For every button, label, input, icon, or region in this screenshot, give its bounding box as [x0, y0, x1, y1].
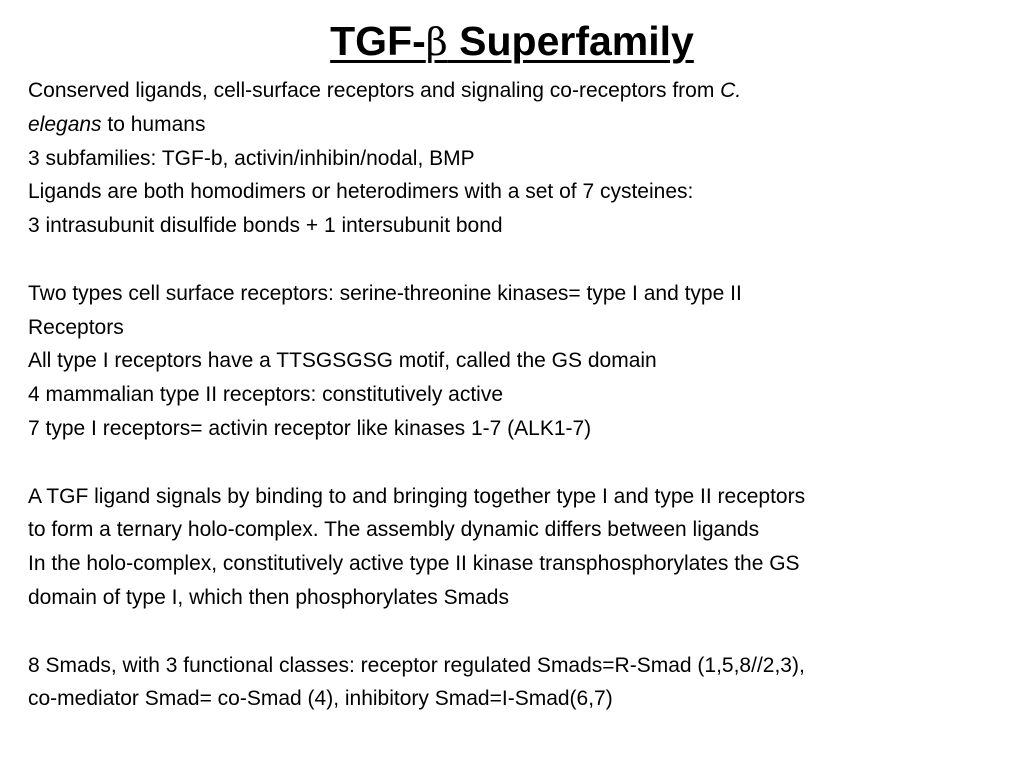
title-beta-symbol: β [425, 20, 448, 64]
title-prefix: TGF- [330, 18, 426, 64]
body-line-16: co-mediator Smad= co-Smad (4), inhibitory Smad=I-Smad(6,7) [28, 687, 613, 711]
body-line-8: All type I receptors have a TTSGSGSG motif, called the GS domain [28, 349, 657, 373]
paragraph-gap-3 [28, 615, 1003, 649]
body-line-2-italic: elegans [28, 112, 102, 136]
slide-body [28, 74, 1003, 716]
paragraph-gap-1 [28, 243, 1003, 277]
body-line-2 [28, 108, 1003, 142]
body-line-4: Ligands are both homodimers or heterodimers with a set of 7 cysteines: [28, 180, 694, 204]
body-line-13: In the holo-complex, constitutively active type II kinase transphosphorylates the GS [28, 552, 800, 576]
body-line-5: 3 intrasubunit disulfide bonds + 1 intersubunit bond [28, 214, 503, 238]
body-line-9: 4 mammalian type II receptors: constitutively active [28, 383, 504, 407]
paragraph-gap-2 [28, 446, 1003, 480]
body-line-1-text: Conserved ligands, cell-surface receptors and signaling co-receptors from [28, 79, 721, 102]
title-suffix: Superfamily [447, 18, 694, 64]
body-line-1 [28, 74, 1003, 108]
body-line-15: 8 Smads, with 3 functional classes: receptor regulated Smads=R-Smad (1,5,8//2,3), [28, 653, 805, 677]
body-line-3: 3 subfamilies: TGF-b, activin/inhibin/nodal, BMP [28, 146, 475, 170]
body-line-14: domain of type I, which then phosphorylates Smads [28, 585, 509, 609]
body-line-2-text: to humans [101, 112, 206, 136]
body-line-12: to form a ternary holo-complex. The assembly dynamic differs between ligands [28, 518, 760, 542]
slide-title [0, 14, 1024, 69]
body-line-10: 7 type I receptors= activin receptor like kinases 1-7 (ALK1-7) [28, 416, 592, 440]
body-line-11: A TGF ligand signals by binding to and bringing together type I and type II receptors [28, 484, 806, 508]
body-line-6: Two types cell surface receptors: serine-threonine kinases= type I and type II [28, 281, 742, 305]
body-line-7: Receptors [28, 315, 124, 339]
body-line-1-italic: C. [720, 79, 742, 102]
